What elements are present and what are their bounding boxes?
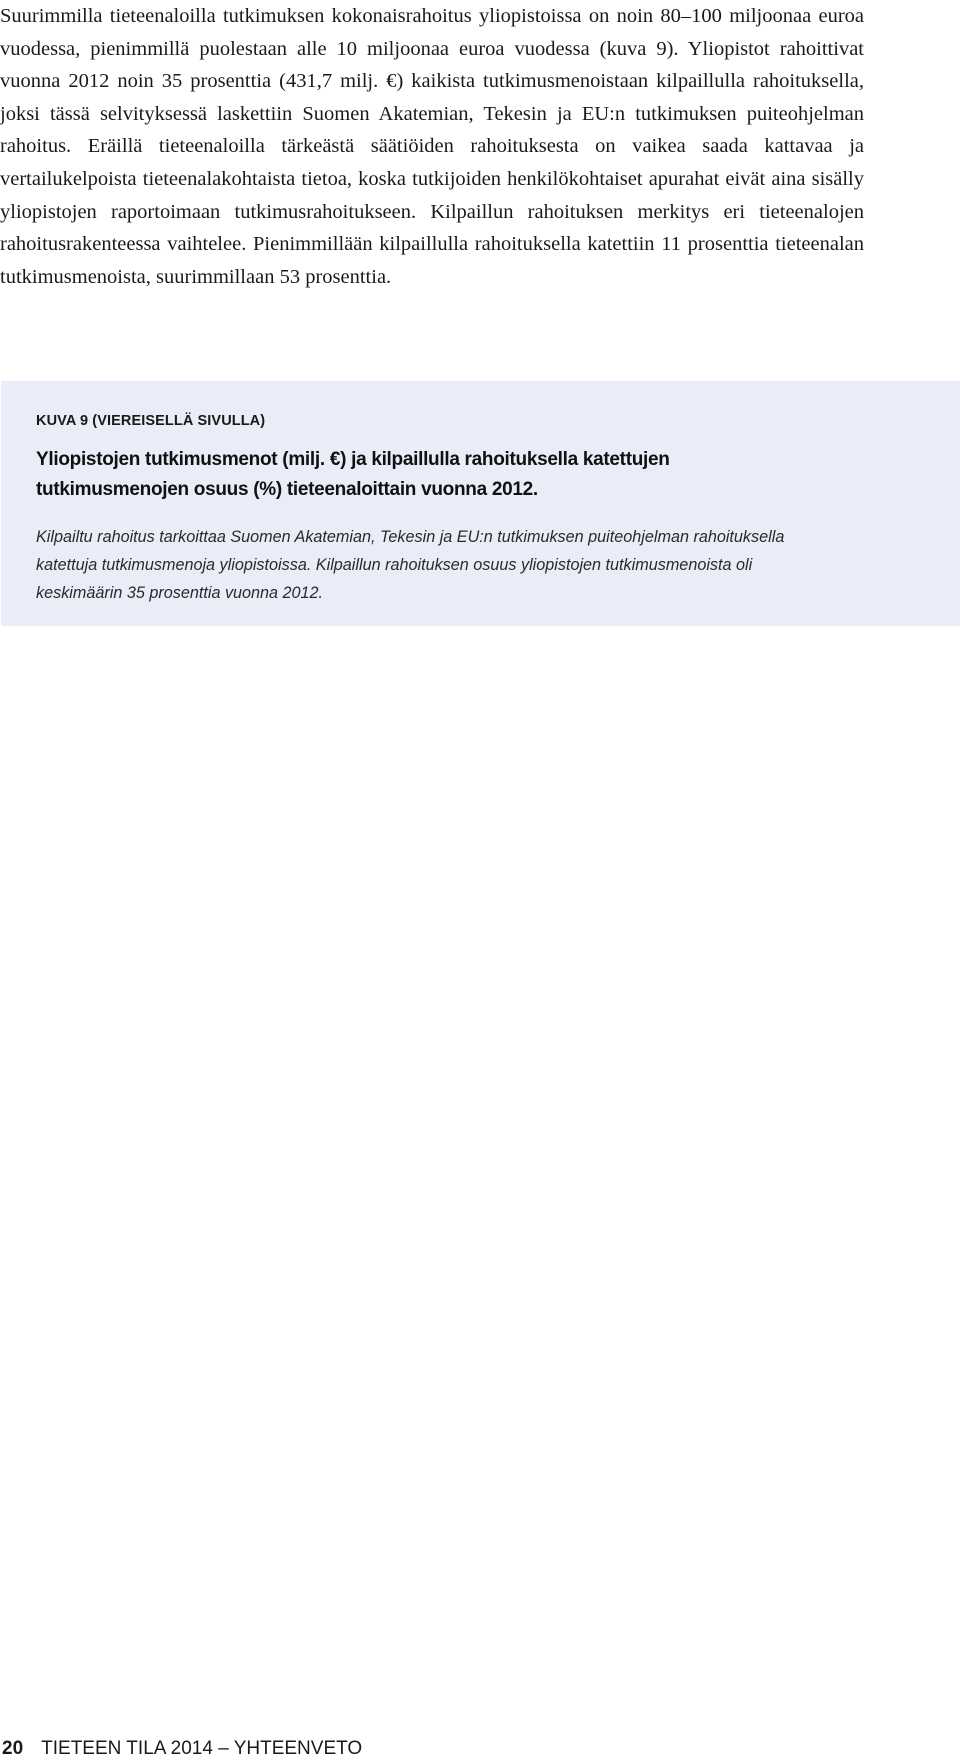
page-footer bbox=[2, 1738, 362, 1760]
figure-caption-box bbox=[1, 381, 960, 626]
publication-title: TIETEEN TILA 2014 – YHTEENVETO bbox=[41, 1738, 363, 1759]
page-number: 20 bbox=[2, 1738, 24, 1759]
figure-label: KUVA 9 (VIEREISELLÄ SIVULLA) bbox=[36, 413, 266, 429]
figure-title: Yliopistojen tutkimusmenot (milj. €) ja kilpaillulla rahoituksella katettujen tutkimusmenojen osuus (%) tieteenaloittain vuonna 2012. bbox=[36, 449, 670, 500]
body-paragraph: Suurimmilla tieteenaloilla tutkimuksen kokonaisrahoitus yliopistoissa on noin 80–100 miljoonaa euroa vuodessa, pienimmillä puolestaan alle 10 miljoonaa euroa vuodessa (kuva 9). Yliopistot rahoittivat vuonna 2012 noin 35 prosenttia (431,7 milj. €) kaikista tutkimusmenoistaan kilpaillulla rahoituksella, joksi tässä selvityksessä laskettiin Suomen Akatemian, Tekesin ja EU:n tutkimuksen puiteohjelman rahoitus. Eräillä tieteenaloilla tärkeästä säätiöiden rahoituksesta on vaikea saada kattavaa ja vertailukelpoista tieteenalakohtaista tietoa, koska tutkijoiden henkilökohtaiset apurahat eivät aina sisälly yliopistojen raportoimaan tutkimusrahoitukseen. Kilpaillun rahoituksen merkitys eri tieteenalojen rahoitusrakenteessa vaihtelee. Pienimmillään kilpaillulla rahoituksella katettiin 11 prosenttia tieteenalan tutkimusmenoista, suurimmillaan 53 prosenttia. bbox=[0, 5, 864, 288]
figure-caption: Kilpailtu rahoitus tarkoittaa Suomen Akatemian, Tekesin ja EU:n tutkimuksen puiteohjelman rahoituksella katettuja tutkimusmenoja yliopistoissa. Kilpaillun rahoituksen osuus yliopistojen tutkimusmenoista oli keskimäärin 35 prosenttia vuonna 2012. bbox=[36, 528, 785, 602]
